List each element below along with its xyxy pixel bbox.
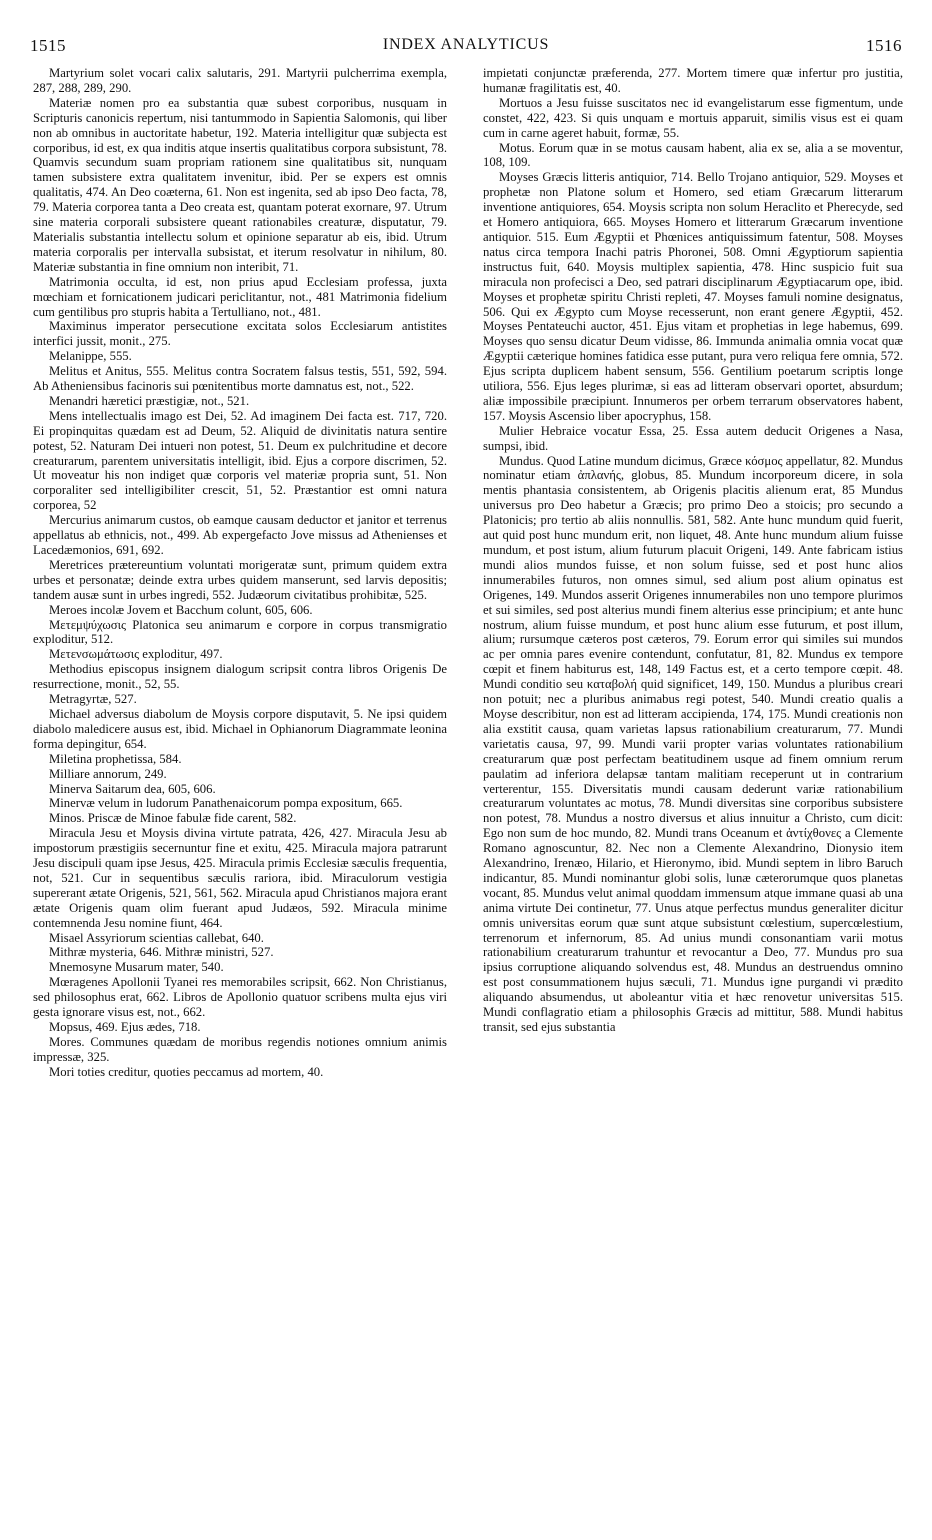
right-column — [483, 66, 903, 1035]
page-header — [30, 36, 902, 58]
index-entry: Miletina prophetissa, 584. — [49, 751, 182, 766]
index-entry: Misael Assyriorum scientias callebat, 640. — [49, 930, 264, 945]
index-entry: Mithræ mysteria, 646. Mithræ ministri, 527. — [49, 945, 274, 960]
page-title: INDEX ANALYTICUS — [382, 36, 550, 53]
index-entry: Mundus. Quod Latine mundum dicimus, Græce κόσμος appellatur, 82. Mundus nominatur etiam ἀπλανής, globus, 85. Mundum incorporeum dicere, in sola mentis phantasia consistentem, ab Origenis placitis alienum erat, 85 Mundus universus pro Deo habetur a Græcis; pro primo Deo a stoicis; pro secundo a Platonicis; pro tertio ab aliis nonnullis. 581, 582. Ante hunc mundum quid fuerit, aut quid post hunc mundum erit, non liquet, 48. Ante hunc mundum alium fuisse mundum, et post istum, alium futurum placuit Origeni, 149. Ante fabricam istius mundi alios mundos fuisse, et non solum fuisse, sed et post hunc alios innumerabiles futuros, non omnes simul, sed alium post alium opinatus est Origenes, 149. Mundos asserit Origenes innumerabiles non uno tempore plurimos et sui similes, sed post alterius mundi finem alterius esse principium; et ante hunc nostrum, alium fuisse mundum, et post hunc alium esse futurum, et post illum, alium; rursumque cæteros post cæteros, 79. Eorum error qui similes sui mundos ac per omnia pares evenire contendunt, confutatur, 81, 82. Mundus ex tempore cœpit et finem habiturus est, 148, 149 Factus est, et a certo tempore cœpit. 48. Mundi conditio seu καταβολή quid significet, 149, 150. Mundus a pluribus creari non potuit; nec a pluribus animabus regi potest, 540. Mundi creatio qualis a Moyse describitur, non est ad litteram accipienda, 174, 175. Mundi creationis non alia exstitit causa, quam varietas lapsus rationabilium creaturarum, 77. Mundi varietatis causa, 97, 99. Mundi varii propter varias voluntates rationabilium creaturarum quæ post perfectam beatitudinem usque ad finem omnium rerum paulatim ad inferiora delapsæ tantam malitiam receperunt ut in contrarium verterentur, 155. Diversitatis mundi causam dederunt variæ rationabilium creaturarum voluntates ac motus, 78. Mundi diversitas sine corporibus subsistere non potest, 78. Mundus a nostro diversus et alius innuitur a Christo, cum dicit: Ego non sum de hoc mundo, 82. Mundi trans Oceanum et ἀντίχθονες a Clemente Romano agnoscuntur, 82. Nec non a Clemente Alexandrino, Dionysio item Alexandrino, Irenæo, Hilario, et Hieronymo, ibid. Mundi septem in libro Baruch indicantur, 85. Mundi nominantur globi solis, lunæ cæterorumque quos planetas vocant, 85. Mundus velut animal quoddam immensum atque immane quasi ab una anima virtute Dei continetur, 77. Unus atque perfectus mundus generaliter dicitur omnis universitas eorum quæ sunt atque subsistunt cœlestium, supercœlestium, terrenorum et infernorum, 85. Ad unius mundi consonantiam varii motus rationabilium creaturarum trahuntur et revocantur a Deo, 77. Mundus pro sua ipsius corruptione aliquando solvendus est, 48. Mundus an destruendus omnino est post consummationem hujus sæculi, 71. Mundus igne purgandi vi prædito aliquando absumendus, ut aboleantur vitia et hæc renovetur universitas 515. Mundi conflagratio etiam a philosophis Græcis ad mittitur, 588. Mundi habitus transit, sed ejus substantia — [483, 453, 903, 1034]
index-entry-continued: impietati conjunctæ præferenda, 277. Mortem timere quæ infertur pro justitia, humanæ fragilitatis est, 40. — [483, 66, 903, 95]
index-entry: Milliare annorum, 249. — [49, 766, 167, 781]
index-entry: Michael adversus diabolum de Moysis corpore disputavit, 5. Ne ipsi quidem diabolo maledicere ausus est, ibid. Michael in Ophianorum Diagrammate leonina forma depingitur, 654. — [33, 706, 447, 751]
index-entry: Mopsus, 469. Ejus ædes, 718. — [49, 1020, 201, 1034]
index-entry: Miracula Jesu et Moysis divina virtute patrata, 426, 427. Miracula Jesu ab impostorum præstigiis secernuntur fine et exitu, 425. Miracula majora patrarunt Jesu discipuli quam ipse Jesus, 425. Miracula primis Ecclesiæ sæculis frequentia, not, 521. Cur in sequentibus sæculis rariora, ibid. Miraculorum vestigia supererant ætate Origenis, 521, 561, 562. Miracula apud Christianos majora erant ætate Origenis quam olim fuerant apud Judæos, 592. Miracula minime contemnenda Jesu nomine fiunt, 464. — [33, 826, 447, 930]
index-entry: Metragyrtæ, 527. — [49, 692, 137, 707]
index-entry: Mulier Hebraice vocatur Essa, 25. Essa autem deducit Origenes a Nasa, sumpsi, ibid. — [483, 423, 903, 453]
left-column — [33, 66, 447, 1080]
index-entry: Meroes incolæ Jovem et Bacchum colunt, 605, 606. — [49, 602, 313, 617]
index-entry: Mnemosyne Musarum mater, 540. — [49, 960, 224, 975]
index-entry: Methodius episcopus insignem dialogum scripsit contra libros Origenis De resurrectione, monit., 52, 55. — [33, 662, 447, 692]
index-entry: Μετενσωμάτωσις exploditur, 497. — [49, 647, 223, 662]
index-entry: Mœragenes Apollonii Tyanei res memorabiles scripsit, 662. Non Christianus, sed philosophus erat, 662. Libros de Apollonio quatuor scribens multa ejus viri gesta ignorare visus est, not., 662. — [33, 975, 447, 1020]
index-entry: Μετεμψύχωσις Platonica seu animarum e corpore in corpus transmigratio exploditur, 512. — [33, 617, 447, 647]
page-number-left: 1515 — [30, 36, 66, 55]
index-entry: Minervæ velum in ludorum Panathenaicorum pompa expositum, 665. — [49, 796, 403, 811]
index-entry: Martyrium solet vocari calix salutaris, 291. Martyrii pulcherrima exempla, 287, 288, 289, 290. — [33, 66, 447, 95]
page-number-right: 1516 — [866, 36, 902, 55]
index-entry: Materiæ nomen pro ea substantia quæ subest corporibus, nusquam in Scripturis canonicis repertum, nisi tantummodo in Sapientia Salomonis, qui liber non ab omnibus in auctoritate habetur, 192. Materia intelligitur quæ subjecta est corporibus, id est, ex qua inditis atque insertis qualitatibus corpora subsistunt, 78. Quamvis secundum suam propriam rationem sine qualitatibus sit, nunquam tamen subsistere extra qualitatem invenitur, ibid. Per se expers est omnis qualitatis, 474. An Deo coæterna, 61. Non est ingenita, sed ab ipso Deo facta, 78, 79. Materia corporea tanta a Deo creata est, quantam poterat exornare, 97. Utrum sine materia corporali subsistere queant rationabiles creaturæ, disputatur, 79. Materialis substantia intellectu solum et opinione separatur ab eis, ibid. Utrum materia corporalis per intervalla subsistat, et iterum resolvatur in nihilum, 80. Materiæ substantia in fine omnium non interibit, 71. — [33, 95, 447, 274]
index-entry: Mens intellectualis imago est Dei, 52. Ad imaginem Dei facta est. 717, 720. Ei propinquitas quædam est ad Deum, 52. Aliquid de divinitatis natura sentire potest, 52. Naturam Dei intueri non potest, 51. Deum ex pulchritudine et decore creaturarum, parentem universitatis intelligit, ibid. Ejus a corpore discrimen, 52. Ut moveatur his non indiget quæ corporis vel materiæ propria sunt, 51. Non corporaliter sed intelligibiliter crescit, 51, 52. Præstantior est omni natura corporea, 52 — [33, 408, 447, 513]
index-entry: Melitus et Anitus, 555. Melitus contra Socratem falsus testis, 551, 592, 594. Ab Atheniensibus facinoris sui pœnitentibus morte damnatus est, not., 522. — [33, 364, 447, 394]
index-entry: Meretrices prætereuntium voluntati morigeratæ sunt, primum quidem extra urbes et personatæ; deinde extra urbes quidem manserunt, sed larvis depositis; tandem ausæ sunt in urbes ingredi, 552. Judæorum civitatibus prohibitæ, 525. — [33, 557, 447, 602]
index-entry: Minos. Priscæ de Minoe fabulæ fide carent, 582. — [49, 811, 297, 826]
index-entry: Moyses Græcis litteris antiquior, 714. Bello Trojano antiquior, 529. Moyses et prophetæ non Platone solum et Homero, sed etiam Græcarum litterarum inventione antiquiores, 654. Moysis scripta non solum Heraclito et Pherecyde, sed et Homero antiquiora, 665. Moyses Homero et litterarum Græcarum inventione antiquior. 515. Eum Ægyptii et Phœnices antiquissimum fatentur, 508. Moyses natus circa tempora Inachi patris Phoronei, 508. Omni Ægyptiorum sapientia instructus fuit, 640. Moysis multiplex sapientia, 478. Hinc suspicio fuit sua miracula non profecisci a Deo, sed patrari disciplinarum Ægyptiacarum ope, ibid. Moyses et prophetæ spiritu Christi repleti, 47. Moyses famuli nomine designatus, 506. Qui ex Ægypto cum Moyse recesserunt, non erant genere Ægyptii, 452. Moyses Pentateuchi auctor, 451. Ejus vitam et prophetias in lege habemus, 699. Moyses quo sensu dicatur Deum vidisse, 86. Immunda animalia omnia vocat quæ Ægyptii cæterique homines fatidica esse putant, pura vero reliqua fere omnia, 572. Ejus scripta duplicem habent sensum, 556. Gentilium poetarum scriptis longe utiliora, 556. Ejus leges plurimæ, si eas ad litteram observari oportet, absurdum; aliæ impossibile præcipiunt. Innumeros per orbem terrarum observatores habent, 157. Moysis Ascensio liber apocryphus, 158. — [483, 170, 903, 423]
index-entry: Mortuos a Jesu fuisse suscitatos nec id evangelistarum esse figmentum, unde constet, 422, 423. Si quis unquam e mortuis apparuit, similis visus est ei quam cum in carne ageret habuit, formæ, 55. — [483, 95, 903, 140]
index-entry: Motus. Eorum quæ in se motus causam habent, alia ex se, alia a se moventur, 108, 109. — [483, 140, 903, 170]
index-entry: Melanippe, 555. — [49, 349, 132, 364]
index-entry: Menandri hæretici præstigiæ, not., 521. — [49, 393, 250, 408]
index-entry: Mercurius animarum custos, ob eamque causam deductor et janitor et terrenus appellatus ab ethnicis, not., 499. Ab expergefacto Jove missus ad Athenienses et Lacedæmonios, 691, 692. — [33, 513, 447, 557]
index-entry: Mori toties creditur, quoties peccamus ad mortem, 40. — [49, 1064, 324, 1079]
index-entry: Maximinus imperator persecutione excitata solos Ecclesiarum antistites interfici jussit, monit., 275. — [33, 319, 447, 349]
index-entry: Mores. Communes quædam de moribus regendis notiones omnium animis impressæ, 325. — [33, 1034, 447, 1064]
index-entry: Matrimonia occulta, id est, non prius apud Ecclesiam professa, juxta mœchiam et fornicationem judicari periclitantur, not., 481 Matrimonia fidelium cum gentilibus pro stupris habita a Tertulliano, not., 481. — [33, 274, 447, 319]
index-entry: Minerva Saitarum dea, 605, 606. — [49, 781, 216, 796]
